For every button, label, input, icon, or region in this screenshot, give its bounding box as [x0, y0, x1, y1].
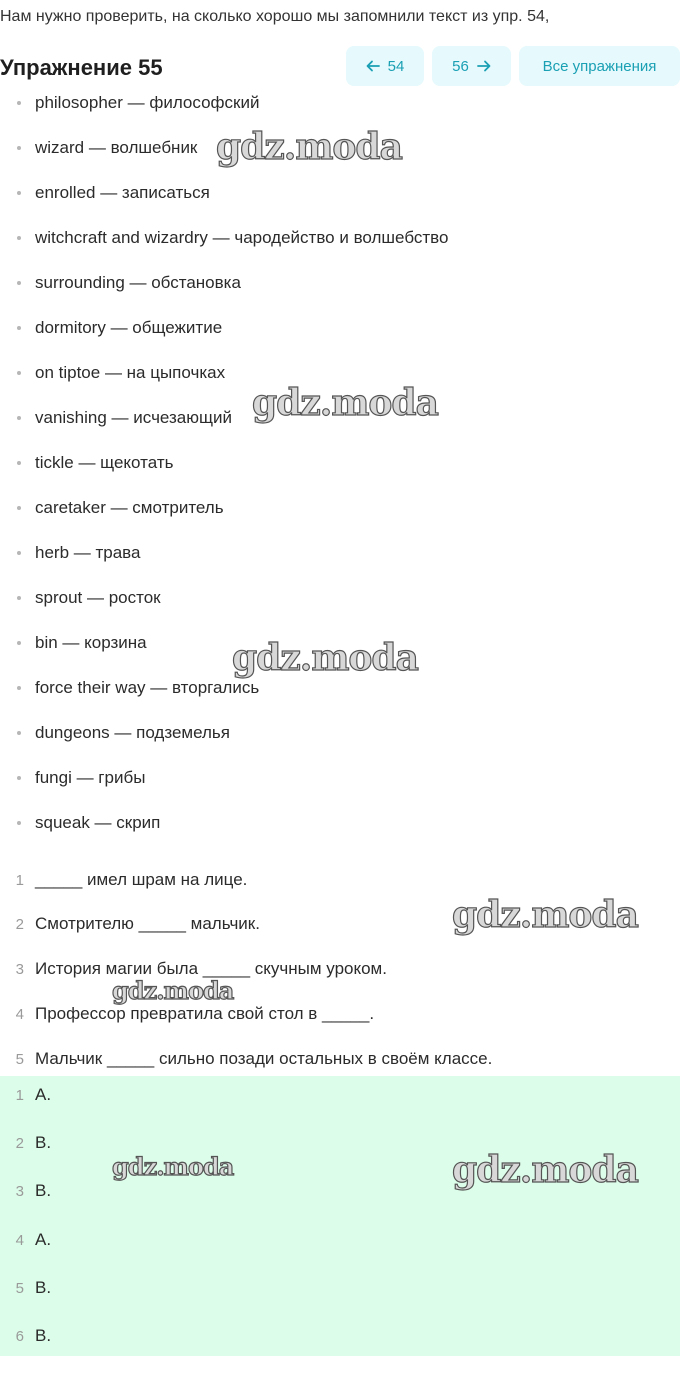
arrow-right-icon: [477, 59, 491, 73]
watermark: gdz.moda: [252, 382, 438, 424]
bullet-icon: [17, 686, 21, 690]
vocab-text: wizard — волшебник: [35, 138, 198, 157]
bullet-icon: [17, 596, 21, 600]
vocab-text: vanishing — исчезающий: [35, 408, 232, 427]
vocab-item: [0, 182, 210, 204]
question-row: [0, 1048, 492, 1070]
answer-row: [0, 1132, 51, 1154]
vocab-item: [0, 92, 259, 112]
answer-number: 4: [15, 1231, 24, 1249]
vocab-text: on tiptoe — на цыпочках: [35, 363, 226, 382]
bullet-icon: [17, 146, 21, 150]
answer-text: A.: [35, 1085, 52, 1104]
bullet-icon: [17, 776, 21, 780]
answers-block: [0, 1076, 680, 1356]
intro-text: Нам нужно проверить, на сколько хорошо мы запомнили текст из упр. 54,: [0, 8, 550, 25]
bullet-icon: [17, 506, 21, 510]
watermark: gdz.moda: [452, 894, 638, 936]
vocab-item: [0, 767, 145, 789]
answer-number: 1: [15, 1086, 24, 1104]
vocab-text: surrounding — обстановка: [35, 273, 241, 292]
vocab-text: caretaker — смотритель: [35, 498, 224, 517]
vocab-text: dormitory — общежитие: [35, 318, 223, 337]
question-number: 3: [15, 960, 24, 978]
vocab-item: [0, 632, 147, 654]
vocab-text: enrolled — записаться: [35, 183, 210, 202]
vocab-item: [0, 317, 222, 339]
watermark: gdz.moda: [112, 1152, 234, 1181]
vocab-text: sprout — росток: [35, 588, 161, 607]
question-number: 5: [15, 1050, 24, 1068]
vocab-item: [0, 587, 161, 609]
all-exercises-button[interactable]: [519, 46, 680, 86]
answer-text: B.: [35, 1326, 52, 1345]
vocab-text: witchcraft and wizardry — чародейство и волшебство: [35, 228, 449, 247]
answer-text: B.: [35, 1133, 52, 1152]
question-text: _____ имел шрам на лице.: [35, 870, 248, 889]
vocab-item: [0, 362, 225, 384]
answer-row: [0, 1180, 51, 1202]
arrow-left-icon: [366, 59, 380, 73]
watermark: gdz.moda: [216, 126, 402, 168]
bullet-icon: [17, 326, 21, 330]
vocab-item: [0, 227, 448, 249]
vocab-item: [0, 542, 140, 564]
page-title: Упражнение 55: [0, 55, 163, 80]
bullet-icon: [17, 371, 21, 375]
next-exercise-label: 56: [452, 57, 469, 75]
answer-text: B.: [35, 1278, 52, 1297]
answer-row: [0, 1325, 51, 1347]
bullet-icon: [17, 416, 21, 420]
vocab-item: [0, 497, 224, 519]
question-row: [0, 869, 247, 891]
answer-number: 5: [15, 1279, 24, 1297]
question-number: 4: [15, 1005, 24, 1023]
prev-exercise-label: 54: [387, 57, 405, 75]
vocab-text: philosopher — философский: [35, 93, 260, 112]
answer-number: 3: [15, 1182, 24, 1200]
question-number: 1: [15, 871, 24, 889]
answer-row: [0, 1229, 51, 1251]
vocab-text: force their way — вторгались: [35, 678, 260, 697]
vocab-item: [0, 722, 230, 744]
all-exercises-label: Все упражнения: [542, 57, 657, 75]
vocab-item: [0, 812, 160, 834]
answer-number: 2: [15, 1134, 24, 1152]
next-exercise-button[interactable]: [432, 46, 511, 86]
watermark: gdz.moda: [112, 976, 234, 1005]
bullet-icon: [17, 236, 21, 240]
vocab-text: bin — корзина: [35, 633, 147, 652]
exercise-header: [0, 46, 680, 88]
bullet-icon: [17, 101, 21, 105]
bullet-icon: [17, 461, 21, 465]
vocab-text: squeak — скрип: [35, 813, 161, 832]
bullet-icon: [17, 551, 21, 555]
vocab-item: [0, 272, 241, 294]
answer-row: [0, 1277, 51, 1299]
vocab-item: [0, 407, 232, 429]
question-text: Смотрителю _____ мальчик.: [35, 914, 260, 933]
vocab-clip: [0, 88, 680, 112]
vocab-text: tickle — щекотать: [35, 453, 174, 472]
vocab-text: dungeons — подземелья: [35, 723, 230, 742]
question-text: Мальчик _____ сильно позади остальных в своём классе.: [35, 1049, 493, 1068]
vocab-item: [0, 452, 173, 474]
question-row: [0, 913, 260, 935]
question-number: 2: [15, 915, 24, 933]
bullet-icon: [17, 731, 21, 735]
watermark: gdz.moda: [232, 637, 418, 679]
vocab-text: fungi — грибы: [35, 768, 146, 787]
watermark: gdz.moda: [452, 1149, 638, 1191]
answer-text: B.: [35, 1181, 52, 1200]
prev-exercise-button[interactable]: [346, 46, 424, 86]
bullet-icon: [17, 821, 21, 825]
bullet-icon: [17, 641, 21, 645]
question-text: Профессор превратила свой стол в _____.: [35, 1004, 375, 1023]
question-row: [0, 1003, 374, 1025]
question-text: История магии была _____ скучным уроком.: [35, 959, 387, 978]
vocab-item: [0, 137, 197, 159]
vocab-item: [0, 677, 259, 699]
bullet-icon: [17, 281, 21, 285]
bullet-icon: [17, 191, 21, 195]
vocab-text: herb — трава: [35, 543, 141, 562]
answer-row: [0, 1084, 51, 1106]
answer-text: A.: [35, 1230, 52, 1249]
answer-number: 6: [15, 1327, 24, 1345]
